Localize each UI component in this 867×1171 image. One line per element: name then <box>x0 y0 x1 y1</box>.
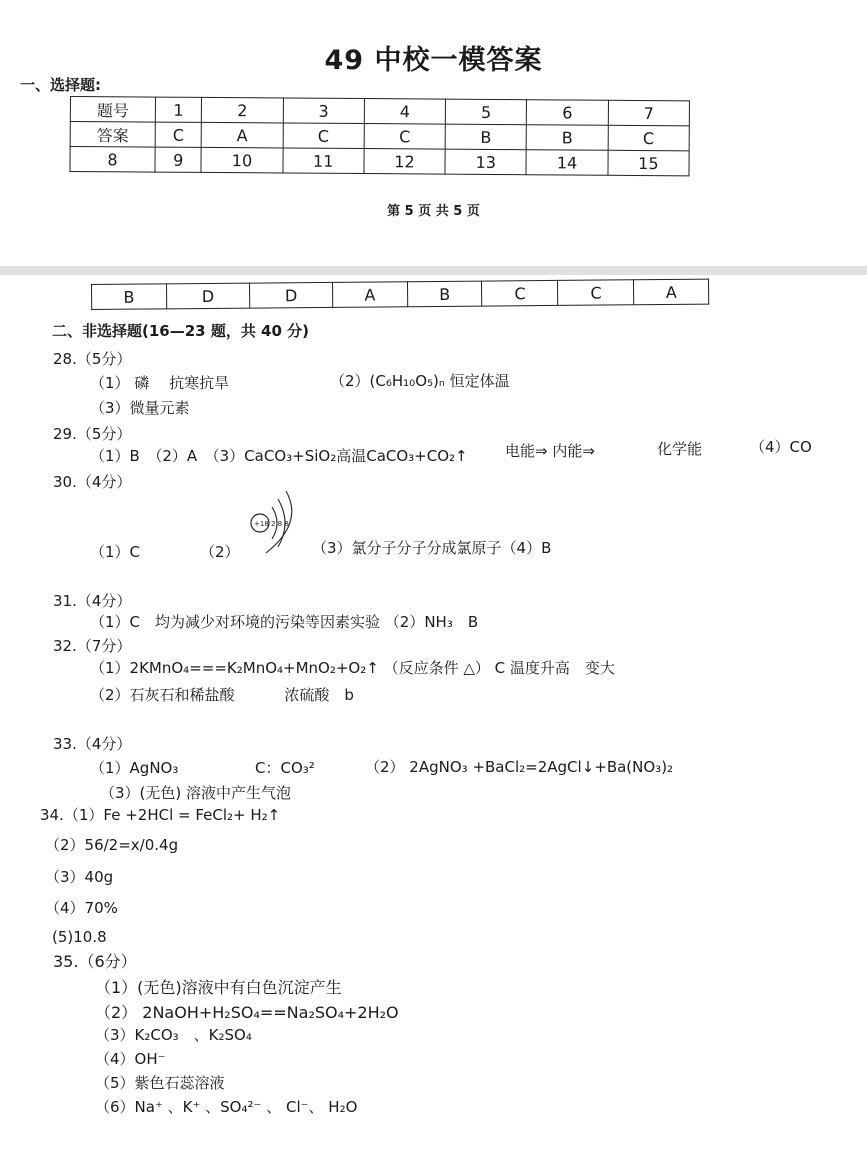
answer-line: （1）C 均为减少对环境的污染等因素实验 （2）NH₃ B <box>90 613 479 631</box>
answer-table-2 <box>91 279 709 310</box>
question-30-header: 30.（4分） <box>53 473 132 491</box>
answer-line: 电能⇒ 内能⇒ <box>505 442 595 460</box>
table-cell: 9 <box>155 147 201 172</box>
table-cell: D <box>249 282 332 308</box>
table-cell: 4 <box>364 99 445 125</box>
answer-line: （2）56/2=x/0.4g <box>45 836 179 854</box>
answer-table-1 <box>69 96 690 176</box>
table-cell: C <box>608 125 690 151</box>
table-cell: 15 <box>608 150 690 176</box>
table-cell: A <box>634 279 709 305</box>
answer-line: （1）C <box>90 543 141 561</box>
table-cell: D <box>166 283 249 309</box>
table-cell: 答案 <box>70 122 155 148</box>
table-row <box>70 147 689 176</box>
atom-label: +18 2 8 8 <box>254 520 289 528</box>
table-cell: C <box>558 280 634 306</box>
table-cell: 8 <box>70 147 155 173</box>
table-cell: C <box>155 122 201 147</box>
answer-line: （5）紫色石蕊溶液 <box>95 1074 225 1092</box>
atom-structure-diagram <box>246 487 316 561</box>
answer-line: （6）Na⁺ 、K⁺ 、SO₄²⁻ 、 Cl⁻、 H₂O <box>95 1098 358 1116</box>
answer-line: （2）(C₆H₁₀O₅)ₙ 恒定体温 <box>330 372 510 390</box>
answer-line: （4）70% <box>45 899 118 917</box>
answer-line: （1）(无色)溶液中有白色沉淀产生 <box>95 978 342 997</box>
answer-line: （3）氯分子分子分成氯原子（4）B <box>312 539 552 557</box>
page-footer: 第 5 页 共 5 页 <box>387 204 480 219</box>
question-34-line: 34.（1）Fe +2HCl = FeCl₂+ H₂↑ <box>40 806 281 824</box>
answer-line: （3）40g <box>45 868 114 886</box>
table-cell: 3 <box>283 98 364 124</box>
section2-title: 二、非选择题(16—23 题，共 40 分) <box>52 322 310 340</box>
table-cell: B <box>92 284 167 310</box>
answer-line: （2） 2AgNO₃ +BaCl₂=2AgCl↓+Ba(NO₃)₂ <box>365 758 674 776</box>
answer-line: （1）B （2）A （3）CaCO₃+SiO₂高温CaCO₃+CO₂↑ <box>90 447 468 465</box>
table-row <box>92 279 709 309</box>
answer-line: （2）石灰石和稀盐酸 浓硫酸 b <box>90 686 354 704</box>
table-cell: C <box>364 124 445 150</box>
table-cell: 2 <box>202 97 283 123</box>
table-cell: B <box>407 281 482 307</box>
question-35-header: 35.（6分） <box>53 952 137 971</box>
table-cell: 6 <box>527 100 608 126</box>
answer-line: （1） 磷 抗寒抗旱 <box>90 374 230 392</box>
table-cell: A <box>333 282 408 308</box>
answer-line: （4）CO <box>750 438 812 456</box>
table-cell: B <box>527 125 608 151</box>
table-cell: B <box>445 124 526 150</box>
answer-line: （3）微量元素 <box>90 399 190 417</box>
section1-title: 一、选择题: <box>20 76 101 94</box>
table-cell: 14 <box>526 150 607 176</box>
answer-line: (5)10.8 <box>52 928 107 946</box>
answer-line: （2） <box>200 543 240 561</box>
table-cell: 5 <box>445 99 526 125</box>
question-29-header: 29.（5分） <box>53 425 132 443</box>
table-cell: C <box>482 280 558 306</box>
answer-line: （1）2KMnO₄===K₂MnO₄+MnO₂+O₂↑ （反应条件 △） C 温度升高 变大 <box>90 659 615 677</box>
answer-line: （3）K₂CO₃ 、K₂SO₄ <box>95 1026 252 1044</box>
table-cell: 1 <box>155 97 201 122</box>
table-cell: C <box>283 123 364 149</box>
page-title: 49 中校一模答案 <box>324 45 543 76</box>
question-31-header: 31.（4分） <box>53 592 132 610</box>
table-cell: 13 <box>445 149 526 175</box>
table-cell: 10 <box>201 147 282 173</box>
divider <box>0 266 867 275</box>
question-32-header: 32.（7分） <box>53 637 132 655</box>
answer-line: C：CO₃² <box>255 759 315 777</box>
answer-line: （2） 2NaOH+H₂SO₄==Na₂SO₄+2H₂O <box>95 1003 399 1022</box>
question-33-header: 33.（4分） <box>53 735 132 753</box>
question-28-header: 28.（5分） <box>53 350 132 368</box>
answer-line: （3）(无色) 溶液中产生气泡 <box>100 784 292 802</box>
table-cell: 7 <box>608 100 690 126</box>
answer-line: （1）AgNO₃ <box>90 759 179 777</box>
answer-line: 化学能 <box>657 440 703 458</box>
table-cell: 12 <box>364 149 445 175</box>
answer-line: （4）OH⁻ <box>95 1050 166 1068</box>
table-cell: 题号 <box>70 97 155 123</box>
table-cell: A <box>201 122 282 148</box>
table-cell: 11 <box>283 148 364 174</box>
